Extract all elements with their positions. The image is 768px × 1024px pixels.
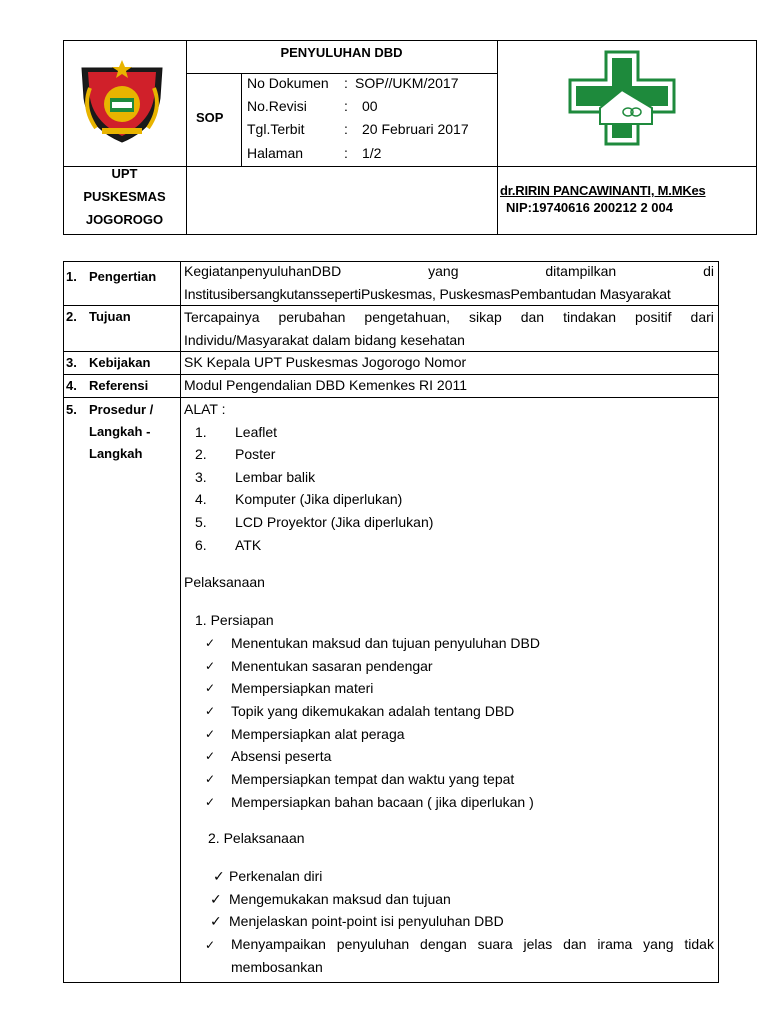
- checkmark-icon: ✓: [205, 704, 216, 718]
- doc-field-value: 1/2: [362, 145, 382, 161]
- list-number: 1.: [195, 424, 207, 440]
- list-item: Mempersiapkan materi: [231, 680, 374, 696]
- doc-field-value: 20 Februari 2017: [362, 121, 469, 137]
- word: dan: [520, 309, 545, 325]
- word: positif: [634, 309, 672, 325]
- list-item: Mempersiapkan alat peraga: [231, 726, 405, 742]
- list-item: Menentukan maksud dan tujuan penyuluhan DBD: [231, 635, 540, 651]
- list-item: Mempersiapkan tempat dan waktu yang tepat: [231, 771, 515, 787]
- signer-nip: NIP:19740616 200212 2 004: [506, 200, 673, 215]
- word: yang: [428, 263, 459, 279]
- kebijakan-text: SK Kepala UPT Puskesmas Jogorogo Nomor: [184, 354, 467, 370]
- section-label: Pengertian: [89, 269, 157, 284]
- list-number: 2.: [195, 446, 207, 462]
- puskesmas-logo: [566, 50, 678, 146]
- pelaksanaan-title: Pelaksanaan: [184, 574, 265, 590]
- section-num: 5.: [66, 402, 77, 417]
- referensi-text: Modul Pengendalian DBD Kemenkes RI 2011: [184, 377, 468, 393]
- persiapan-title: 1. Persiapan: [195, 612, 274, 628]
- pengertian-line-1: [184, 262, 714, 280]
- signer-name: dr.RIRIN PANCAWINANTI, M.MKes: [500, 183, 706, 198]
- list-item: Absensi peserta: [231, 748, 332, 764]
- org-line-3: JOGOROGO: [85, 212, 164, 227]
- checkmark-icon: ✓: [205, 659, 216, 673]
- section-num: 4.: [66, 378, 77, 393]
- checkmark-icon: ✓: [213, 868, 225, 884]
- list-item: Menjelaskan point-point isi penyuluhan DBD: [229, 913, 504, 929]
- list-number: 3.: [195, 469, 207, 485]
- alat-title: ALAT :: [184, 401, 226, 417]
- section-label: Langkah: [89, 446, 143, 461]
- word: Menyampaikan: [231, 936, 326, 952]
- org-line-1: UPT: [111, 166, 138, 181]
- sop-label: SOP: [196, 110, 224, 125]
- doc-field-sep: :: [344, 98, 348, 114]
- checkmark-icon: ✓: [205, 727, 216, 741]
- list-item: Perkenalan diri: [229, 868, 323, 884]
- list-item-continued: membosankan: [231, 959, 323, 975]
- doc-field-sep: :: [344, 75, 348, 91]
- word: perubahan: [278, 309, 346, 325]
- section-label: Prosedur /: [89, 402, 154, 417]
- list-item: LCD Proyektor (Jika diperlukan): [235, 514, 434, 530]
- list-number: 5.: [195, 514, 207, 530]
- list-item: Poster: [235, 446, 276, 462]
- checkmark-icon: ✓: [205, 772, 216, 786]
- word: suara: [477, 936, 513, 952]
- checkmark-icon: ✓: [205, 749, 216, 763]
- word: dari: [690, 309, 714, 325]
- doc-field-value: SOP//UKM/2017: [355, 75, 459, 91]
- word: jelas: [523, 936, 553, 952]
- checkmark-icon: ✓: [205, 938, 216, 952]
- word: di: [703, 263, 714, 279]
- doc-field-value: 00: [362, 98, 378, 114]
- word: penyuluhan: [336, 936, 410, 952]
- list-number: 4.: [195, 491, 207, 507]
- section-num: 3.: [66, 355, 77, 370]
- list-item: Topik yang dikemukakan adalah tentang DBD: [231, 703, 515, 719]
- pelaksanaan2-title: 2. Pelaksanaan: [208, 830, 305, 846]
- word: dan: [563, 936, 587, 952]
- checkmark-icon: ✓: [210, 891, 222, 907]
- word: tidak: [684, 936, 714, 952]
- list-item: Mengemukakan maksud dan tujuan: [229, 891, 451, 907]
- checkmark-icon: ✓: [205, 795, 216, 809]
- regional-emblem: [76, 58, 168, 144]
- section-num: 2.: [66, 309, 77, 324]
- document-title: PENYULUHAN DBD: [280, 45, 403, 60]
- doc-field-label: Tgl.Terbit: [247, 121, 305, 137]
- section-label: Kebijakan: [89, 355, 151, 370]
- word: Tercapainya: [184, 309, 260, 325]
- checkmark-icon: ✓: [210, 913, 222, 929]
- doc-field-label: Halaman: [247, 145, 304, 161]
- checkmark-icon: ✓: [205, 636, 216, 650]
- section-num: 1.: [66, 269, 77, 284]
- section-label: Langkah -: [89, 424, 151, 439]
- section-label: Referensi: [89, 378, 149, 393]
- section-label: Tujuan: [89, 309, 131, 324]
- word: dengan: [420, 936, 467, 952]
- org-line-2: PUSKESMAS: [83, 189, 166, 204]
- tujuan-line-2: Individu/Masyarakat dalam bidang kesehatan: [184, 332, 465, 348]
- word: sikap: [469, 309, 502, 325]
- list-item: Lembar balik: [235, 469, 316, 485]
- word: yang: [643, 936, 674, 952]
- list-item: Leaflet: [235, 424, 278, 440]
- doc-field-sep: :: [344, 145, 348, 161]
- pengertian-line-2: InstitusibersangkutanssepertiPuskesmas, PuskesmasPembantudan Masyarakat: [184, 286, 671, 302]
- word: KegiatanpenyuluhanDBD: [184, 263, 342, 279]
- checkmark-icon: ✓: [205, 681, 216, 695]
- word: pengetahuan,: [364, 309, 451, 325]
- list-item: [231, 935, 714, 953]
- list-number: 6.: [195, 537, 207, 553]
- doc-field-label: No Dokumen: [247, 75, 329, 91]
- list-item: Mempersiapkan bahan bacaan ( jika diperlukan ): [231, 794, 534, 810]
- tujuan-line-1: [184, 308, 714, 326]
- word: ditampilkan: [545, 263, 617, 279]
- doc-field-label: No.Revisi: [247, 98, 307, 114]
- list-item: Menentukan sasaran pendengar: [231, 658, 433, 674]
- word: irama: [597, 936, 633, 952]
- word: tindakan: [563, 309, 616, 325]
- list-item: Komputer (Jika diperlukan): [235, 491, 403, 507]
- list-item: ATK: [235, 537, 262, 553]
- doc-field-sep: :: [344, 121, 348, 137]
